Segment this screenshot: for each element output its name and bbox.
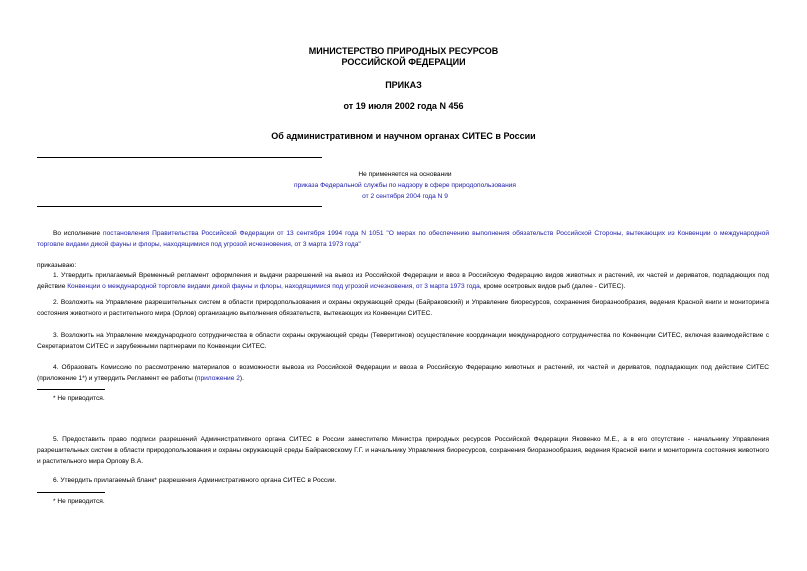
item-4-text: 4. Образовать Комиссию по рассмотрению материалов о возможности вывоза из Российской Федерации и ввоза в Российскую Федерацию животных и растений, их частей и дериватов, подпадающих под действие СИТЕС (приложение 1*) и утвердить Регламент ее работы ( <box>37 364 769 382</box>
preamble-link[interactable]: постановления Правительства Российской Федерации от 13 сентября 1994 года N 1051 "О мерах по обеспечению выполнения обязательств Российской Стороны, вытекающих из Конвенции о международной торговле видами дикой фауны и флоры, находящимися под угрозой исчезновения, от 3 марта 1973 года" <box>37 230 770 248</box>
item-6-text: 6. Утвердить прилагаемый бланк* разрешения Административного органа СИТЕС в России. <box>53 477 337 484</box>
item-2 <box>37 297 769 319</box>
item-1 <box>37 270 769 292</box>
order-word: приказываю: <box>37 262 77 269</box>
footnote-2: * Не приводится. <box>53 498 105 505</box>
ministry-line-2: РОССИЙСКОЙ ФЕДЕРАЦИИ <box>341 57 466 67</box>
item-1-link[interactable]: Конвенции о международной торговле видами дикой фауны и флоры, находящимися под угрозой исчезновения, от 3 марта 1973 года <box>67 283 480 290</box>
notice-line-1: Не применяется на основании <box>358 171 452 178</box>
item-3-text: 3. Возложить на Управление международного сотрудничества в области охраны окружающей среды (Теверитинов) осуществление координации международного сотрудничества по Конвенции СИТЕС, включая взаимодействие с Секретариатом СИТЕС и зарубежными партнерами по Конвенции СИТЕС. <box>37 332 769 350</box>
notice-top-rule <box>37 157 322 158</box>
item-2-text: 2. Возложить на Управление разрешительных систем в области природопользования и охраны окружающей среды (Байраковский) и Управление биоресурсов, сохранения биоразнообразия, ведения Красной книги и мониторинга состояния животного и растительного мира (Орлов) организацию выполнения обязательств, вытекающих из Конвенции СИТЕС. <box>37 299 769 317</box>
preamble-text: Во исполнение <box>53 230 104 237</box>
item-1-text: 1. Утвердить прилагаемый Временный регламент оформления и выдачи разрешений на вывоз из Российской Федерации и ввоз в Российскую Федерацию видов животных и растений, их частей и дериватов, подпадающих под действие <box>37 272 769 290</box>
doc-date-number: от 19 июля 2002 года N 456 <box>343 101 464 111</box>
doc-title: Об административном и научном органах СИТЕС в России <box>271 131 536 141</box>
item-4-link[interactable]: приложение 2 <box>196 375 240 382</box>
footnote-1: * Не приводится. <box>53 395 105 402</box>
item-5 <box>37 434 769 467</box>
preamble <box>37 228 769 250</box>
item-1-text-end: , кроме осетровых видов рыб (далее - СИТЕС). <box>479 283 626 290</box>
item-4 <box>37 362 769 384</box>
ministry-line-1: МИНИСТЕРСТВО ПРИРОДНЫХ РЕСУРСОВ <box>308 46 499 56</box>
item-5-text: 5. Предоставить право подписи разрешений Административного органа СИТЕС в России заместителю Министра природных ресурсов Российской Федерации Яковенко М.Е., а в его отсутствие - начальнику Управления разрешительных систем в области природопользования и охраны окружающей среды Байраковскому Г.Г. и начальнику Управления биоресурсов, сохранения биоразнообразия, ведения Красной книги и мониторинга состояния животного и растительного мира Орлову В.А. <box>37 436 769 465</box>
notice-link-1[interactable]: приказа Федеральной службы по надзору в сфере природопользования <box>294 182 516 189</box>
footnote-rule-2 <box>37 492 105 493</box>
item-4-text-end: ). <box>239 375 244 382</box>
notice-link-2[interactable]: от 2 сентября 2004 года N 9 <box>362 193 448 200</box>
item-3 <box>37 330 769 352</box>
item-6 <box>37 475 769 486</box>
notice-bottom-rule <box>37 206 322 207</box>
footnote-rule-1 <box>37 389 105 390</box>
doc-type: ПРИКАЗ <box>385 80 422 90</box>
